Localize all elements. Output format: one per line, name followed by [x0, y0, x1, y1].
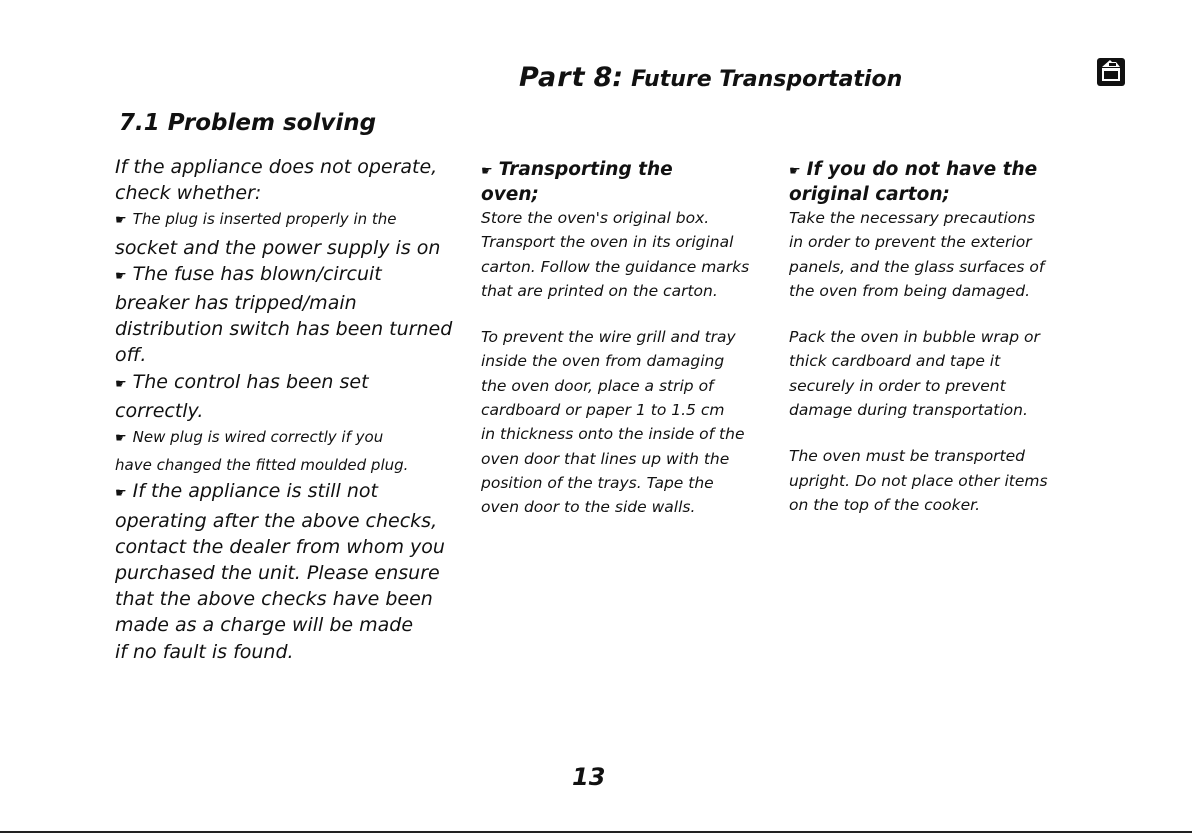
text-line — [115, 478, 435, 507]
text-line: Pack the oven in bubble wrap or — [789, 328, 1040, 347]
page-number: 13 — [572, 763, 606, 791]
text-line: cardboard or paper 1 to 1.5 cm — [481, 401, 725, 420]
text-line: in thickness onto the inside of the — [481, 425, 745, 444]
transport-icon — [1095, 56, 1127, 88]
text-line — [115, 424, 435, 452]
heading-line — [789, 158, 1074, 183]
text-line: thick cardboard and tape it — [789, 352, 1001, 371]
bullet-text: The fuse has blown/circuit — [132, 262, 382, 285]
text-line: the oven from being damaged. — [789, 281, 1030, 300]
text-line: that are printed on the carton. — [481, 281, 718, 300]
paragraph — [789, 206, 1074, 303]
text-line: upright. Do not place other items — [789, 471, 1048, 490]
heading-line: oven; — [481, 184, 539, 205]
text-line: the oven door, place a strip of — [481, 376, 714, 395]
transporting-heading — [481, 158, 766, 206]
part-number: 8: — [593, 62, 624, 93]
pointing-hand-icon: ☛ — [789, 164, 801, 179]
paragraph — [481, 325, 766, 519]
pointing-hand-icon: ☛ — [115, 376, 127, 392]
text-line: damage during transportation. — [789, 401, 1028, 420]
pointing-hand-icon: ☛ — [115, 213, 127, 229]
text-line: that the above checks have been — [115, 588, 433, 611]
text-line — [115, 261, 435, 290]
text-line: To prevent the wire grill and tray — [481, 328, 736, 347]
transporting-section — [481, 158, 766, 520]
heading-line — [481, 158, 766, 183]
problem-solving-text — [115, 154, 453, 665]
text-line: socket and the power supply is on — [115, 236, 441, 259]
text-line: The oven must be transported — [789, 447, 1025, 466]
text-line: oven door that lines up with the — [481, 449, 730, 468]
text-line: operating after the above checks, — [115, 509, 438, 532]
text-line: have changed the fitted moulded plug. — [115, 456, 409, 475]
text-line: purchased the unit. Please ensure — [115, 562, 440, 585]
bullet-text: The control has been set — [132, 370, 369, 393]
text-line: Transport the oven in its original — [481, 233, 734, 252]
heading-line: original carton; — [789, 184, 950, 205]
section-title: 7.1 Problem solving — [119, 110, 377, 136]
paragraph — [789, 325, 1074, 422]
bullet-text: The plug is inserted properly in the — [132, 210, 397, 229]
text-line: made as a charge will be made — [115, 614, 414, 637]
no-carton-section — [789, 158, 1074, 517]
no-carton-heading — [789, 158, 1074, 206]
part-title: Future Transportation — [631, 67, 903, 92]
pointing-hand-icon: ☛ — [481, 164, 493, 179]
text-line: correctly. — [115, 399, 204, 422]
bullet-text: If the appliance is still not — [132, 480, 378, 503]
text-line: securely in order to prevent — [789, 376, 1006, 395]
text-line: distribution switch has been turned — [115, 318, 453, 341]
paragraph — [789, 444, 1074, 517]
pointing-hand-icon: ☛ — [115, 486, 127, 502]
text-line: oven door to the side walls. — [481, 498, 696, 517]
text-line: If the appliance does not operate, — [115, 156, 438, 178]
text-line: off. — [115, 344, 147, 367]
text-line: Take the necessary precautions — [789, 209, 1036, 227]
text-line: if no fault is found. — [115, 640, 294, 663]
pointing-hand-icon: ☛ — [115, 268, 127, 284]
text-line — [115, 206, 435, 234]
paragraph — [481, 206, 766, 303]
text-line: carton. Follow the guidance marks — [481, 257, 750, 276]
part-label: Part — [519, 62, 586, 93]
text-line: on the top of the cooker. — [789, 495, 981, 514]
text-line: Store the oven's original box. — [481, 209, 710, 227]
part-header — [519, 62, 1039, 93]
bottom-divider — [0, 831, 1192, 833]
text-line: inside the oven from damaging — [481, 352, 725, 371]
text-line: contact the dealer from whom you — [115, 535, 445, 558]
bullet-text: New plug is wired correctly if you — [132, 428, 384, 447]
text-line: breaker has tripped/main — [115, 292, 357, 315]
text-line: in order to prevent the exterior — [789, 233, 1032, 252]
text-line: check whether: — [115, 182, 262, 205]
text-line — [115, 369, 435, 398]
pointing-hand-icon: ☛ — [115, 431, 127, 447]
heading-text: Transporting the — [498, 159, 673, 180]
text-line: position of the trays. Tape the — [481, 473, 714, 492]
heading-text: If you do not have the — [806, 159, 1038, 180]
text-line: panels, and the glass surfaces of — [789, 257, 1045, 276]
